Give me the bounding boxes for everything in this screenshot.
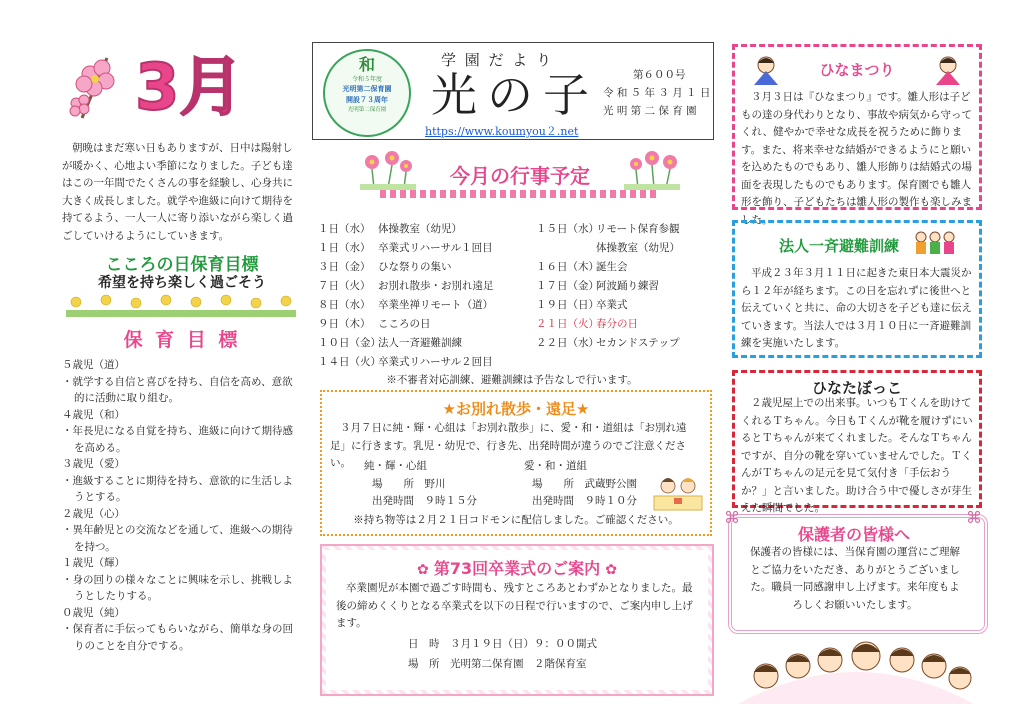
month-title: 3月 xyxy=(135,51,244,125)
flower-row-icon xyxy=(66,292,296,320)
event-date: １０日（金） xyxy=(318,337,381,349)
logo-line: 光明第二保育園 xyxy=(342,85,392,93)
event-name: 卒業式 xyxy=(596,299,628,311)
event-row xyxy=(318,220,528,239)
event-row xyxy=(318,258,528,277)
event-date: １９日（日） xyxy=(536,299,599,311)
graduation-where: 場 所 光明第二保育園 ２階保育室 xyxy=(408,658,587,670)
issue-number: 第６００号 xyxy=(633,69,686,81)
hinata-body: ２歳児屋上での出来事。いつもＴくんを助けてくれるＴちゃん。今日もＴくんが靴を履けずにいるとＴちゃんが来てくれました。そんなＴちゃんですが、自分の靴を穿いていませんでした。ＴくんがＴちゃんの足元を見て気付き「手伝おうか？」と言いました。助け合う中で優しさが芽生えた瞬間でした。 xyxy=(741,397,973,514)
logo-line: 開設７３周年 xyxy=(346,96,388,104)
event-name: リモート保育参観 xyxy=(596,223,680,235)
event-row xyxy=(536,296,712,315)
event-name: ひな祭りの集い xyxy=(378,261,452,273)
website-link[interactable]: https://www.koumyou２.net xyxy=(425,125,579,138)
cosmos-flower-icon xyxy=(624,150,680,190)
event-row xyxy=(536,220,712,239)
event-name: 春分の日 xyxy=(596,318,638,330)
flower-icon: ✿ xyxy=(605,562,617,578)
hina-box xyxy=(732,44,982,226)
cosmos-flower-icon xyxy=(360,150,416,190)
event-name: こころの日 xyxy=(378,318,431,330)
graduation-body: 卒業園児が本園で過ごす時間も、残すところあとわずかとなりました。最後の締めくくりとなる卒業式を以下の日程で行いますので、ご案内申し上げます。 xyxy=(336,582,693,629)
event-row xyxy=(318,296,528,315)
events-title: 今月の行事予定 xyxy=(450,164,590,188)
logo-line: 令和５年度 xyxy=(351,76,382,83)
events-note: ※不審者対応訓練、避難訓練は予告なしで行います。 xyxy=(386,374,638,386)
parents-title: 保護者の皆様へ xyxy=(797,525,910,544)
farewell-title: ★お別れ散歩・遠足★ xyxy=(442,400,590,418)
event-row xyxy=(318,353,528,372)
event-date: １６日（木） xyxy=(536,261,599,273)
intro-text: 朝晩はまだ寒い日もありますが、日中は陽射しが暖かく、心地よい季節になりました。子ども達はこの一年間でたくさんの事を経験し、心身共に大きく成長しました。就学や進級に向けて期待を持てるよう、一人一人に寄り添いながら楽しく過ごしていけるようにしていきます。 xyxy=(62,142,293,242)
goal-text: ・身の回りの様々なことに興味を示し、挑戦しようとしたりする。 xyxy=(62,573,293,602)
event-row-holiday xyxy=(536,315,712,334)
farewell-note: ※持ち物等は２月２１日コドモンに配信しました。ご確認ください。 xyxy=(353,514,679,526)
children-running-icon xyxy=(911,229,957,259)
goal-text: ・年長児になる自覚を持ち、進級に向けて期待感を高める。 xyxy=(62,425,293,454)
events-left-list xyxy=(318,220,528,372)
issue-date: 令 和 ５ 年 ３ 月 １ 日 xyxy=(603,87,711,99)
event-row xyxy=(318,315,528,334)
drill-box xyxy=(732,220,982,358)
goal-text: ・保育者に手伝ってもらいながら、簡単な身の回りのことを自分でする。 xyxy=(62,623,293,652)
parents-box xyxy=(718,508,990,708)
farewell-box xyxy=(320,390,712,536)
event-row xyxy=(536,258,712,277)
graduation-title-row xyxy=(322,556,712,579)
event-row xyxy=(318,277,528,296)
graduation-title: 第73回卒業式のご案内 xyxy=(433,559,601,578)
hinata-title: ひなたぼっこ xyxy=(811,379,902,397)
drill-body: 平成２３年３月１１日に起きた東日本大震災から１２年が経ちます。この日を忘れずに後世へと伝えていくと共に、命の大切さを子ども達に伝えていきます。当法人では３月１０日に一斉避難訓練を実施いたします。 xyxy=(741,267,972,349)
group-place: 場 所 武蔵野公園 xyxy=(532,477,637,490)
parents-body: 保護者の皆様には、当保育園の運営にご理解とご協力をいただき、ありがとうございました。職員一同感謝申し上げます。来年度もよろしくお願いいたします。 xyxy=(750,546,960,611)
graduation-box xyxy=(320,544,714,696)
goal-age: ５歳児（道） xyxy=(62,359,125,371)
group-time: 出発時間 ９時１０分 xyxy=(532,495,637,507)
event-row xyxy=(318,334,528,353)
event-date: １５日（水） xyxy=(536,223,599,235)
event-name: お別れ散歩・お別れ遠足 xyxy=(378,280,494,292)
event-date: １４日（火） xyxy=(318,356,381,368)
event-name: 卒業坐禅リモート（道） xyxy=(378,299,494,311)
goal-age: １歳児（輝） xyxy=(62,557,125,569)
event-date: ８日（水） xyxy=(318,299,371,311)
org-name: 光 明 第 二 保 育 園 xyxy=(603,105,697,117)
farewell-body: ３月７日に純・輝・心組は「お別れ散歩」に、愛・和・道組は「お別れ遠足」に行きます。乳児・幼児で、行き先、出発時間が違うのでご注意ください。 xyxy=(330,422,687,469)
event-name: 卒業式リハーサル１回目 xyxy=(378,242,493,254)
event-date: ２２日（水） xyxy=(536,337,599,349)
event-row xyxy=(536,239,712,258)
heart-goal-title: こころの日保育目標 xyxy=(105,255,259,275)
hina-body: ３月３日は『ひなまつり』です。雛人形は子どもの達の身代わりとなり、事故や病気から守ってくれ、健やかで幸せな成長を祝うために飾ります。また、将来幸せな結婚ができるようにと願いを込めたものでもあり、雛人形飾りは結婚式の場面を表現したものでもあります。保育園でも雛人形を飾り、子どもたちは雛人形の製作も楽しみました。 xyxy=(741,91,972,226)
ribbon-icon: ⌘ xyxy=(724,508,740,527)
goal-text: ・就学する自信と喜びを持ち、自信を高め、意欲的に活動に取り組む。 xyxy=(62,375,293,404)
event-date: ３日（金） xyxy=(318,261,371,273)
goal-age: ０歳児（純） xyxy=(62,606,125,619)
event-row xyxy=(536,334,712,353)
goal-text: ・進級することに期待を持ち、意欲的に生活しようとする。 xyxy=(62,474,293,503)
events-title-underline xyxy=(380,190,660,198)
event-date: １日（水） xyxy=(318,242,371,254)
picnic-icon xyxy=(652,472,704,512)
event-date: １日（水） xyxy=(318,223,371,235)
flower-icon: ✿ xyxy=(417,562,429,578)
event-date: ７日（火） xyxy=(318,280,371,292)
farewell-group-2 xyxy=(518,458,668,511)
goal-text: ・異年齢児との交流などを通して、進級への期待を持つ。 xyxy=(62,524,293,553)
goal-age: ２歳児（心） xyxy=(62,507,125,520)
drill-title: 法人一斉避難訓練 xyxy=(779,237,900,255)
goals-list xyxy=(62,357,300,654)
masthead-kicker: 学 園 だ よ り xyxy=(441,51,554,69)
event-row xyxy=(318,239,528,258)
masthead xyxy=(312,42,714,140)
logo-seal xyxy=(323,49,411,137)
group-name: 純・輝・心組 xyxy=(364,460,427,472)
heart-goal-slogan: 希望を持ち楽しく過ごそう xyxy=(98,275,266,291)
graduation-when: 日 時 ３月１９日（日）９：００開式 xyxy=(408,638,597,650)
hina-doll-icon xyxy=(749,53,783,87)
event-row xyxy=(536,277,712,296)
events-right-list xyxy=(536,220,712,353)
hinata-box xyxy=(732,370,982,514)
goals-title: 保 育 目 標 xyxy=(123,329,241,351)
hina-title: ひなまつり xyxy=(819,61,895,79)
event-name: 阿波踊り練習 xyxy=(596,280,659,292)
logo-line: 光明第二保育園 xyxy=(347,107,387,113)
plum-blossom-icon xyxy=(62,48,132,123)
children-group-icon xyxy=(738,630,974,704)
event-name: 卒業式リハーサル２回目 xyxy=(378,356,493,368)
event-date: ９日（木） xyxy=(318,318,371,330)
event-name: 体操教室（幼児） xyxy=(378,223,462,235)
event-date: １７日（金） xyxy=(536,280,599,292)
farewell-group-1 xyxy=(358,458,508,511)
goal-age: ３歳児（愛） xyxy=(62,458,125,470)
group-time: 出発時間 ９時１５分 xyxy=(372,495,477,507)
ribbon-icon: ⌘ xyxy=(966,508,982,527)
event-name: セカンドステップ xyxy=(596,337,680,349)
event-name: 法人一斉避難訓練 xyxy=(378,337,462,349)
masthead-title: 光の子 xyxy=(431,68,599,122)
event-date: ２１日（火） xyxy=(536,318,599,330)
event-name: 体操教室（幼児） xyxy=(596,242,680,254)
group-name: 愛・和・道組 xyxy=(524,460,587,472)
hina-doll-icon xyxy=(931,53,965,87)
logo-char: 和 xyxy=(358,55,375,74)
goal-age: ４歳児（和） xyxy=(62,408,125,421)
event-name: 誕生会 xyxy=(596,261,628,273)
group-place: 場 所 野川 xyxy=(372,477,446,490)
